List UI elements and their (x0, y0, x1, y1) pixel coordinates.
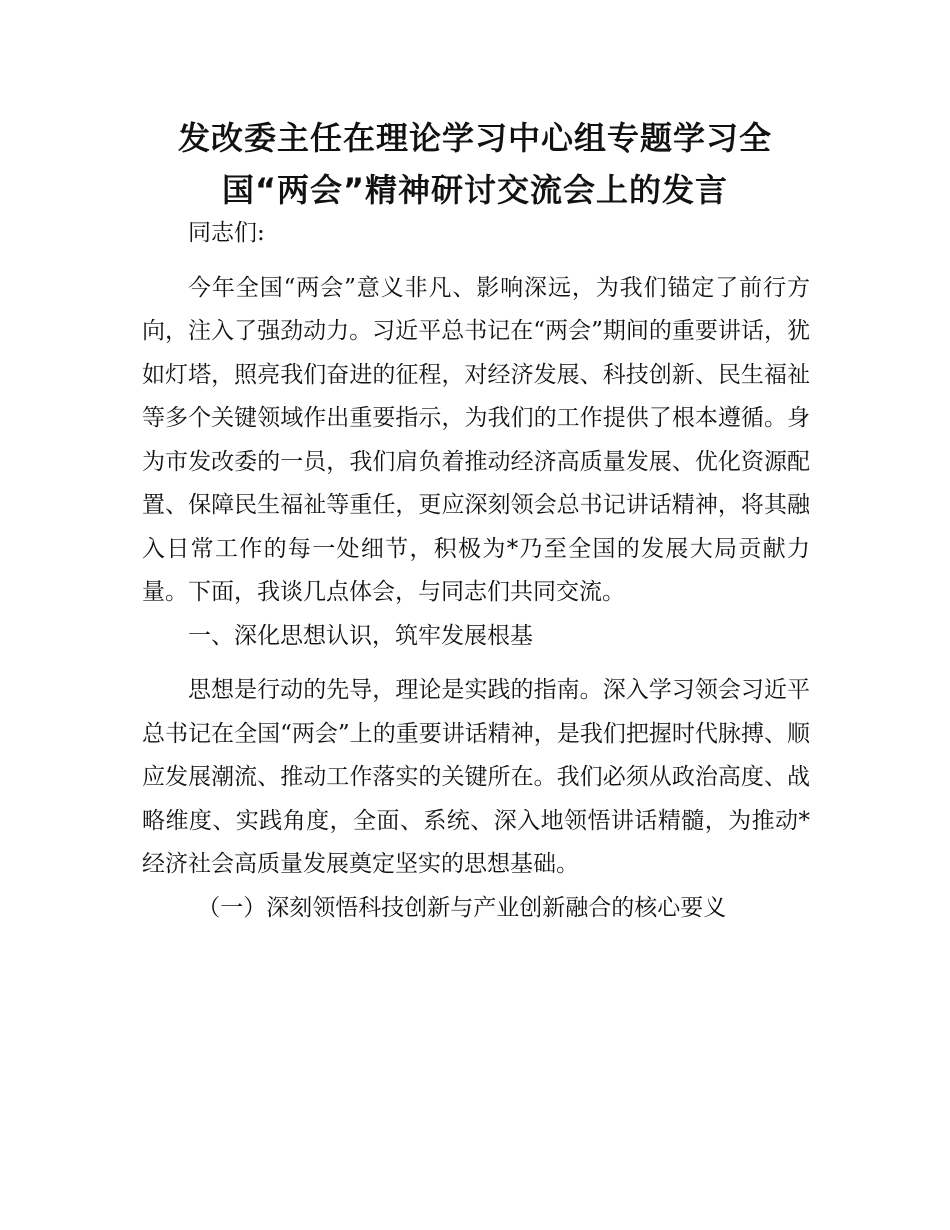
section-paragraph-1: 思想是行动的先导，理论是实践的指南。深入学习领会习近平总书记在全国“两会”上的重要讲话精神，是我们把握时代脉搏、顺应发展潮流、推动工作落实的关键所在。我们必须从政治高度、战略维度、实践角度，全面、系统、深入地领悟讲话精髓，为推动*经济社会高质量发展奠定坚实的思想基础。 (142, 677, 810, 877)
subsection-heading-1: （一）深刻领悟科技创新与产业创新融合的核心要义 (197, 894, 727, 921)
intro-paragraph: 今年全国“两会”意义非凡、影响深远，为我们锚定了前行方向，注入了强劲动力。习近平总书记在“两会”期间的重要讲话，犹如灯塔，照亮我们奋进的征程，对经济发展、科技创新、民生福祉等多个关键领域作出重要指示，为我们的工作提供了根本遵循。身为市发改委的一员，我们肩负着推动经济高质量发展、优化资源配置、保障民生福祉等重任，更应深刻领会总书记讲话精神，将其融入日常工作的每一处细节，积极为*乃至全国的发展大局贡献力量。下面，我谈几点体会，与同志们共同交流。 (142, 274, 810, 605)
document-body (142, 212, 810, 930)
document-title (140, 112, 810, 216)
title-line-2: 国“两会”精神研讨交流会上的发言 (221, 171, 729, 209)
greeting: 同志们: (188, 220, 265, 246)
section-heading-1: 一、深化思想认识，筑牢发展根基 (188, 622, 533, 649)
title-line-1: 发改委主任在理论学习中心组专题学习全 (177, 119, 772, 157)
